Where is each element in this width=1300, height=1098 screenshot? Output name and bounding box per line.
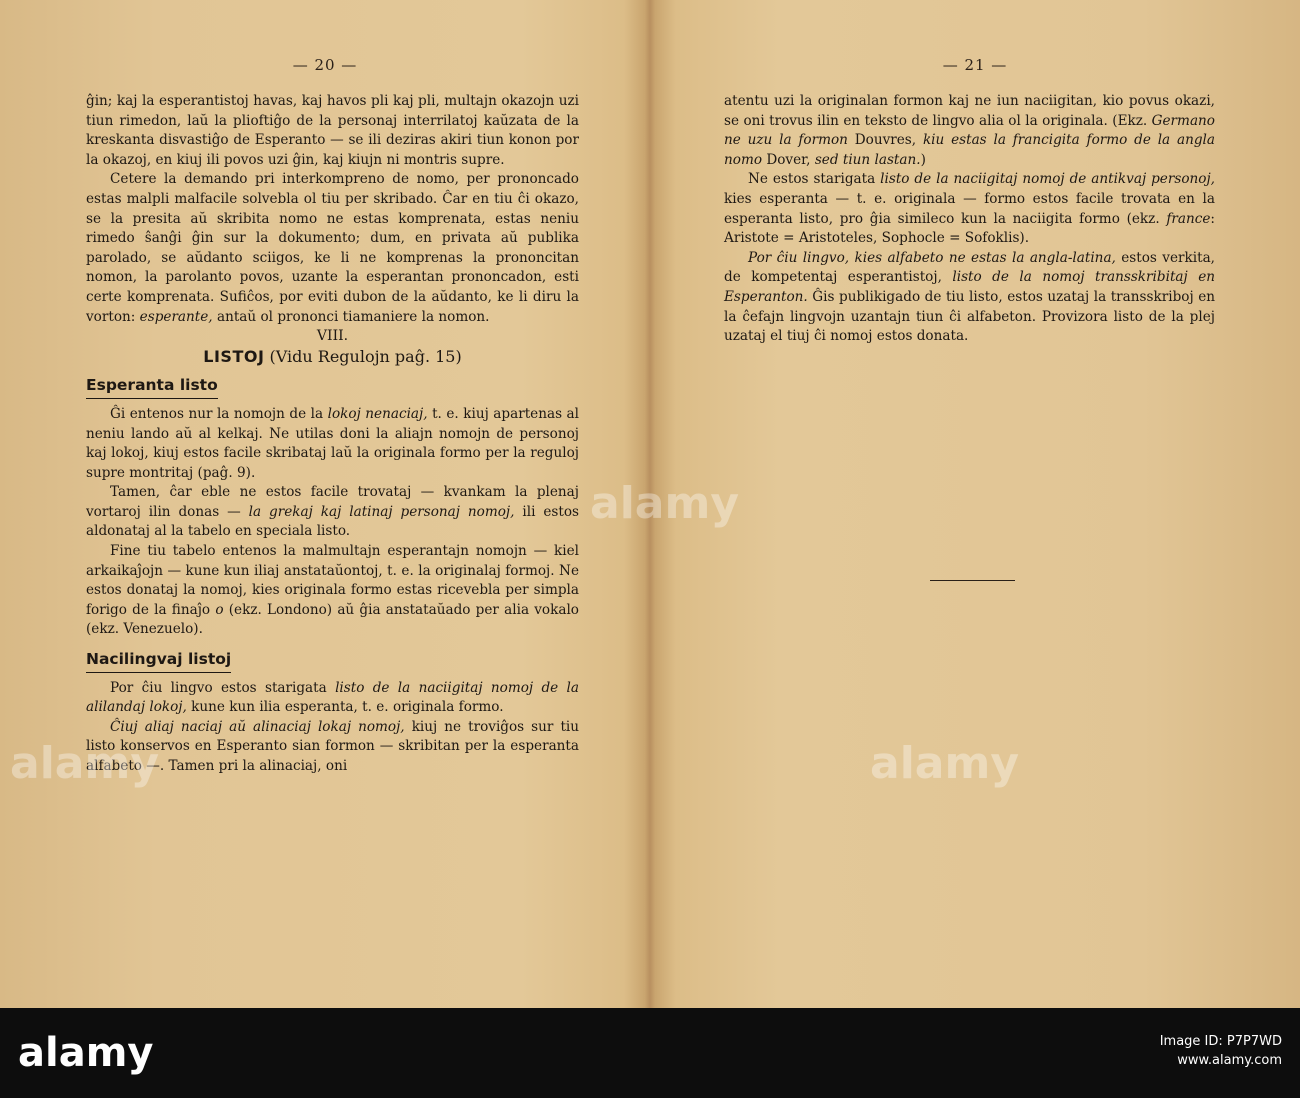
heading-esperanta-listo: Esperanta listo bbox=[86, 376, 218, 399]
paragraph: Fine tiu tabelo entenos la malmultajn esperantajn nomojn — kiel arkaikaĵojn — kune kun iliaj anstataŭontoj, t. e. la originalaj formoj. Ne estos donataj la nomoj, kies originala formo estas ricevebla per simpla forigo de la finaĵo o (ekz. Londono) aŭ ĝia anstataŭado per alia vokalo (ekz. Venezuelo). bbox=[86, 543, 579, 638]
paragraph: Cetere la demando pri interkompreno de nomo, per prononcado estas malpli malfacile solvebla ol tiu per skribado. Ĉar en tiu ĉi okazo, se la presita aŭ skribita nomo ne estas komprenata, estas neniu rimedo ŝanĝi ĝin sur la dokumento; dum, en privata aŭ publika parolado, se aŭdanto sciigos, ke li ne komprenas la prononcitan nomon, la parolanto povos, uzante la esperantan prononcadon, esti certe komprenata. Sufiĉos, por eviti dubon de la aŭdanto, ke li diru la vorton: esperante, antaŭ ol prononci tiamaniere la nomon. bbox=[86, 171, 579, 325]
right-page bbox=[650, 0, 1300, 1008]
image-id: Image ID: P7P7WD www.alamy.com bbox=[1159, 1034, 1282, 1068]
heading-nacilingvaj-listoj: Nacilingvaj listoj bbox=[86, 650, 231, 673]
section-title: LISTOJ (Vidu Regulojn paĝ. 15) bbox=[203, 346, 462, 366]
paragraph: Tamen, ĉar eble ne estos facile trovataj — kvankam la plenaj vortaroj ilin donas — la grekaj kaj latinaj personaj nomoj, ili estos aldonataj al la tabelo en speciala listo. bbox=[86, 484, 580, 540]
paragraph: ĝin; kaj la esperantistoj havas, kaj havos pli kaj pli, multajn okazojn uzi tiun rimedon, laŭ la plioftiĝo de la personaj interrilatoj kaŭzata de la kreskanta disvastiĝo de Esperanto — se ili deziras akiri tiun konon por la okazoj, en kiuj ili povos uzi ĝin, kaj kiujn ni montris supre. bbox=[86, 93, 579, 168]
page-number-right: — 21 — bbox=[942, 56, 1008, 74]
left-page bbox=[0, 0, 650, 1008]
watermark-logo: alamy bbox=[10, 738, 159, 789]
paragraph: Por ĉiu lingvo estos starigata listo de la naciigitaj nomoj de la alilandaj lokoj, kune kun ilia esperanta, t. e. originala formo. bbox=[86, 679, 579, 716]
paragraph: Ĝi entenos nur la nomojn de la lokoj nenaciaj, t. e. kiuj apartenas al neniu lando aŭ al kelkaj. Ne utilas doni la aliajn nomojn de personoj kaj lokoj, kiuj estos facile skribataj laŭ la originala formo per la reguloj supre montritaj (paĝ. 9). bbox=[86, 405, 580, 481]
stock-footer bbox=[0, 1008, 1300, 1098]
section-number: VIII. bbox=[316, 328, 349, 345]
paragraph: Ĉiuj aliaj naciaj aŭ alinaciaj lokaj nomoj, kiuj ne troviĝos sur tiu listo konservos en Esperanto sian formon — skribitan per la esperanta alfabeto —. Tamen pri la alinaciaj, oni bbox=[86, 718, 580, 774]
page-number-left: — 20 — bbox=[292, 56, 358, 74]
paragraph: atentu uzi la originalan formon kaj ne iun naciigitan, kio povus okazi, se oni trovus ilin en teksto de lingvo alia ol la originala. (Ekz. Germano ne uzu la formon Douvres, kiu estas la francigita formo de la angla nomo Dover, sed tiun lastan.) bbox=[724, 93, 1215, 168]
end-rule bbox=[930, 580, 1015, 581]
watermark-logo: alamy bbox=[590, 478, 739, 529]
watermark-logo: alamy bbox=[870, 738, 1019, 789]
paragraph: Por ĉiu lingvo, kies alfabeto ne estas la angla-latina, estos verkita, de kompetentaj esperantistoj, listo de la nomoj transskribitaj en Esperanton. Ĝis publikigado de tiu listo, estos uzataj la transskriboj en la ĉefajn lingvojn uzantajn tiun ĉi alfabeton. Provizora listo de la plej uzataj el tiuj ĉi nomoj estos donata. bbox=[724, 249, 1216, 345]
alamy-logo: alamy bbox=[18, 1030, 154, 1076]
left-page-text bbox=[86, 92, 579, 777]
paragraph: Ne estos starigata listo de la naciigitaj nomoj de antikvaj personoj, kies esperanta — t. e. originala — formo estos facile trovata en la esperanta listo, pro ĝia simileco kun la naciigita formo (ekz. france: Aristote = Aristoteles, Sophocle = Sofoklis). bbox=[724, 171, 1215, 247]
right-page-text bbox=[724, 92, 1215, 347]
